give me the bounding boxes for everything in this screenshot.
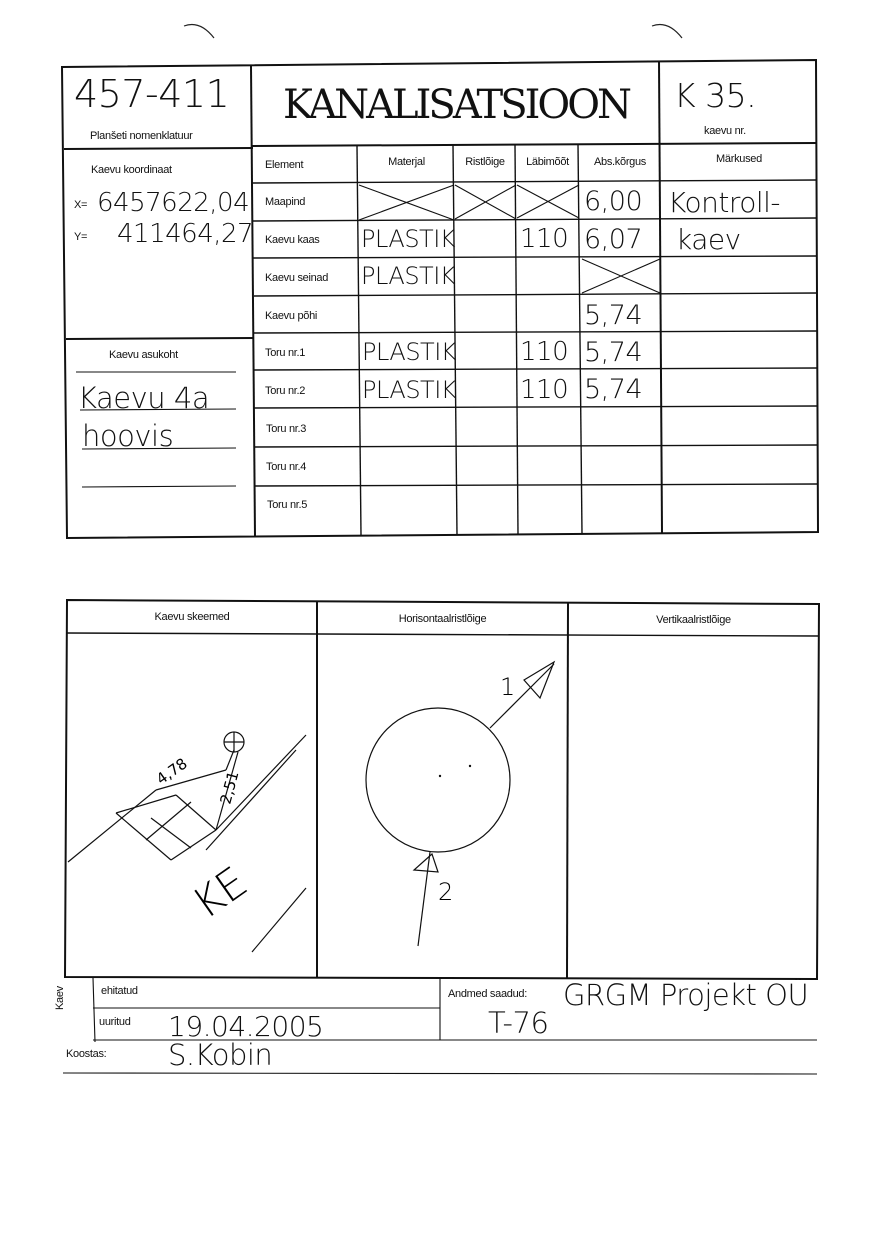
cell-materjal: PLASTIK	[362, 376, 457, 404]
header-labimoot: Läbimõõt	[526, 156, 569, 168]
footer-side-label: Kaev	[54, 986, 66, 1010]
sketch-col-horizontal: Horisontaalristlõige	[398, 613, 487, 625]
coord-y-value: 411464,27	[117, 219, 254, 249]
header-markused: Märkused	[716, 153, 762, 165]
cell-labimoot: 110	[520, 375, 569, 405]
cell-abs-korgus: 5,74	[584, 374, 643, 405]
compiled-label: Koostas:	[66, 1048, 107, 1060]
horizontal-cross-section-drawing	[318, 640, 568, 970]
row-element: Toru nr.4	[266, 461, 307, 473]
cell-materjal: PLASTIK	[361, 225, 456, 253]
cell-markused: Kontroll-	[668, 186, 781, 219]
coord-y-label: Y=	[74, 231, 88, 243]
row-element: Toru nr.3	[266, 423, 307, 435]
coord-x-value: 6457622,04	[97, 188, 250, 218]
header-element: Element	[265, 159, 304, 171]
location-label: Kaevu asukoht	[109, 349, 178, 361]
pipe2-label: 2	[438, 878, 454, 906]
row-element: Toru nr.1	[265, 347, 306, 359]
header-abs-korgus: Abs.kõrgus	[593, 156, 647, 168]
well-schematic-drawing	[66, 690, 316, 980]
dimension-a: 4,78	[152, 754, 191, 789]
built-label: ehitatud	[101, 985, 138, 997]
surveyed-date: 19.04.2005	[168, 1010, 324, 1043]
well-number-label: kaevu nr.	[704, 125, 746, 137]
form-title: KANALISATSIOON	[283, 82, 629, 128]
coord-x-label: X=	[74, 199, 88, 211]
well-number-value: K 35.	[674, 76, 757, 115]
cell-materjal: PLASTIK	[361, 262, 456, 290]
location-line1: Kaevu 4a	[78, 381, 210, 415]
cell-abs-korgus: 6,07	[584, 224, 643, 255]
compiled-name: S.Kobin	[168, 1038, 273, 1072]
header-materjal: Materjal	[388, 156, 425, 168]
source-value: GRGM Projekt OÜ	[563, 978, 809, 1012]
cell-abs-korgus: 5,74	[584, 337, 643, 368]
dimension-b: 2,51	[216, 769, 243, 807]
plansheet-label: Planšeti nomenklatuur	[90, 130, 193, 142]
plansheet-value: 457-411	[74, 72, 230, 116]
cell-abs-korgus: 5,74	[584, 300, 643, 331]
pipe1-label: 1	[500, 673, 516, 701]
row-element: Toru nr.5	[267, 499, 308, 511]
location-line2: hoovis	[82, 419, 174, 453]
row-element: Maapind	[265, 196, 306, 208]
row-element: Kaevu seinad	[265, 272, 329, 284]
sketch-col-schematics: Kaevu skeemed	[154, 611, 230, 623]
sketch-col-vertical: Vertikaalristlõige	[656, 614, 731, 626]
row-element: Toru nr.2	[265, 385, 306, 397]
cell-labimoot: 110	[520, 337, 569, 367]
cell-materjal: PLASTIK	[362, 338, 457, 366]
coords-label: Kaevu koordinaat	[91, 164, 172, 176]
cell-labimoot: 110	[520, 224, 569, 254]
surveyed-label: uuritud	[99, 1016, 131, 1028]
building-label: KE	[183, 857, 257, 929]
cell-markused: kaev	[676, 223, 741, 256]
cell-abs-korgus: 6,00	[584, 186, 643, 217]
header-ristloige: Ristlõige	[465, 156, 505, 168]
source-value-code: T-76	[488, 1006, 549, 1040]
source-label: Andmed saadud:	[448, 988, 527, 1000]
row-element: Kaevu põhi	[265, 310, 318, 322]
row-element: Kaevu kaas	[265, 234, 320, 246]
